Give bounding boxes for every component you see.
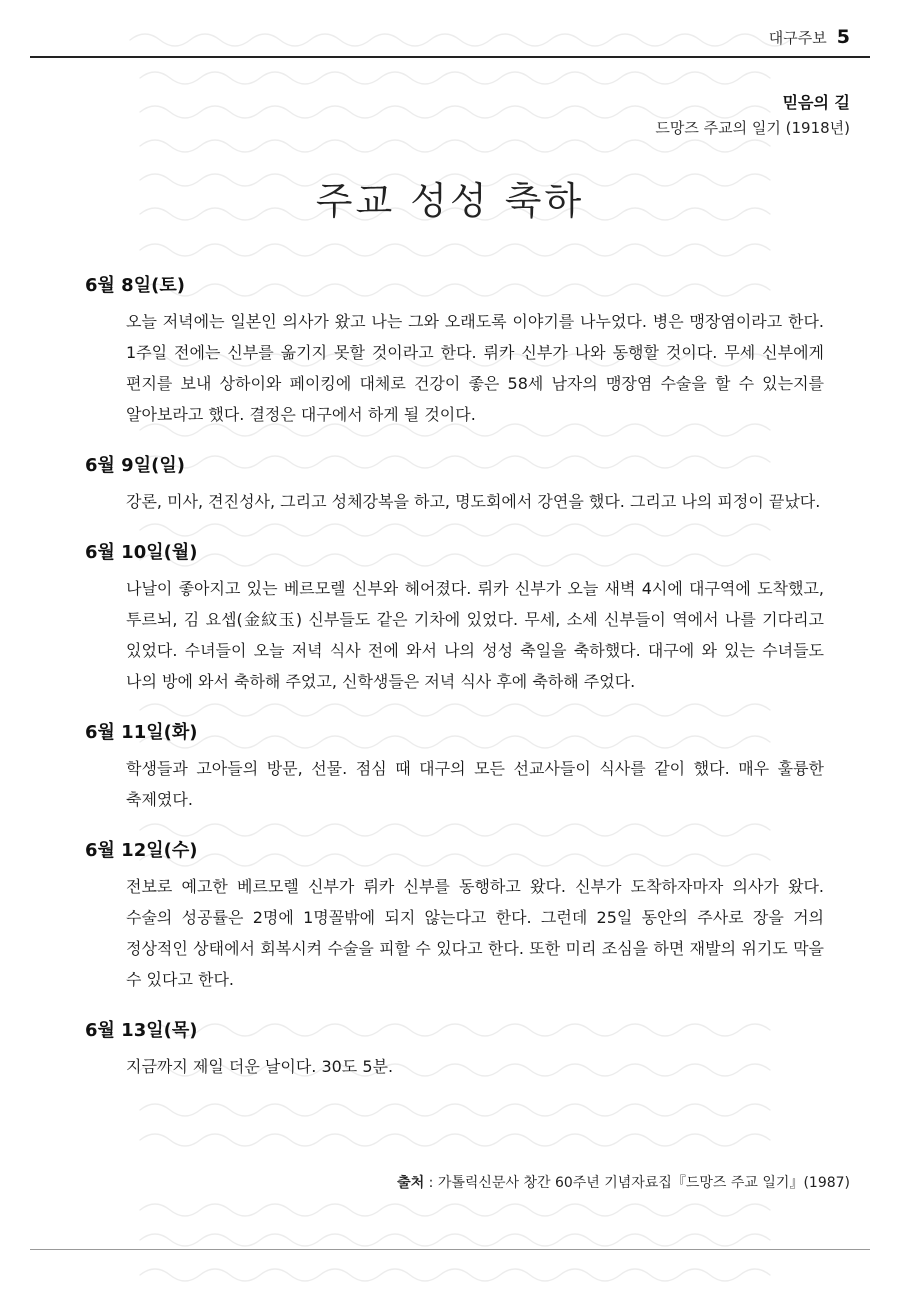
section-title: 믿음의 길: [782, 93, 850, 112]
diary-entry: [0, 1017, 900, 1082]
entry-text: 강론, 미사, 견진성사, 그리고 성체강복을 하고, 명도회에서 강연을 했다. 그리고 나의 피정이 끝났다.: [126, 492, 821, 511]
section-label: [655, 90, 850, 138]
entry-date: 6월 8일(토): [85, 275, 185, 296]
entry-date: 6월 13일(목): [85, 1020, 198, 1041]
source-citation: [397, 1172, 850, 1192]
diary-entry: [0, 452, 900, 517]
entry-text: 나날이 좋아지고 있는 베르모렐 신부와 헤어졌다. 뤼카 신부가 오늘 새벽 4시에 대구역에 도착했고, 투르뇌, 김 요셉(金紋玉) 신부들도 같은 기차에 있었다. 무세, 소세 신부들이 역에서 나를 기다리고 있었다. 수녀들이 오늘 저녁 식사 전에 와서 나의 성성 축일을 축하했다. 대구에 와 있는 수녀들도 나의 방에 와서 축하해 주었고, 신학생들은 저녁 식사 후에 축하해 주었다.: [126, 579, 824, 691]
entry-date: 6월 11일(화): [85, 722, 198, 743]
entry-text: 지금까지 제일 더운 날이다. 30도 5분.: [126, 1057, 394, 1076]
entry-date: 6월 10일(월): [85, 542, 198, 563]
page-header: [769, 26, 850, 48]
entry-date: 6월 9일(일): [85, 455, 185, 476]
entry-text: 학생들과 고아들의 방문, 선물. 점심 때 대구의 모든 선교사들이 식사를 같이 했다. 매우 훌륭한 축제였다.: [126, 759, 824, 809]
diary-entry: [0, 272, 900, 430]
page-number: 5: [836, 26, 850, 48]
publication-name: 대구주보: [768, 29, 827, 47]
entry-text: 전보로 예고한 베르모렐 신부가 뤼카 신부를 동행하고 왔다. 신부가 도착하자마자 의사가 왔다. 수술의 성공률은 2명에 1명꼴밖에 되지 않는다고 한다. 그런데 25일 동안의 주사로 장을 거의 정상적인 상태에서 회복시켜 수술을 피할 수 있다고 한다. 또한 미리 조심을 하면 재발의 위기도 막을 수 있다고 한다.: [126, 877, 824, 989]
diary-entry: [0, 837, 900, 995]
entry-date: 6월 12일(수): [85, 840, 198, 861]
diary-entry: [0, 539, 900, 697]
diary-entry: [0, 719, 900, 815]
header-divider: [30, 56, 870, 58]
source-label: 출처: [397, 1175, 425, 1191]
entry-text: 오늘 저녁에는 일본인 의사가 왔고 나는 그와 오래도록 이야기를 나누었다. 병은 맹장염이라고 한다. 1주일 전에는 신부를 옮기지 못할 것이라고 한다. 뤼카 신부가 나와 동행할 것이다. 무세 신부에게 편지를 보내 상하이와 페이킹에 대체로 건강이 좋은 58세 남자의 맹장염 수술을 할 수 있는지를 알아보라고 했다. 결정은 대구에서 하게 될 것이다.: [126, 312, 824, 424]
diary-entries: [0, 272, 900, 1104]
section-subtitle: 드망즈 주교의 일기 (1918년): [655, 119, 850, 137]
footer-divider: [30, 1249, 870, 1250]
source-text: : 가톨릭신문사 창간 60주년 기념자료집『드망즈 주교 일기』(1987): [424, 1175, 850, 1191]
article-title: 주교 성성 축하: [315, 179, 585, 223]
